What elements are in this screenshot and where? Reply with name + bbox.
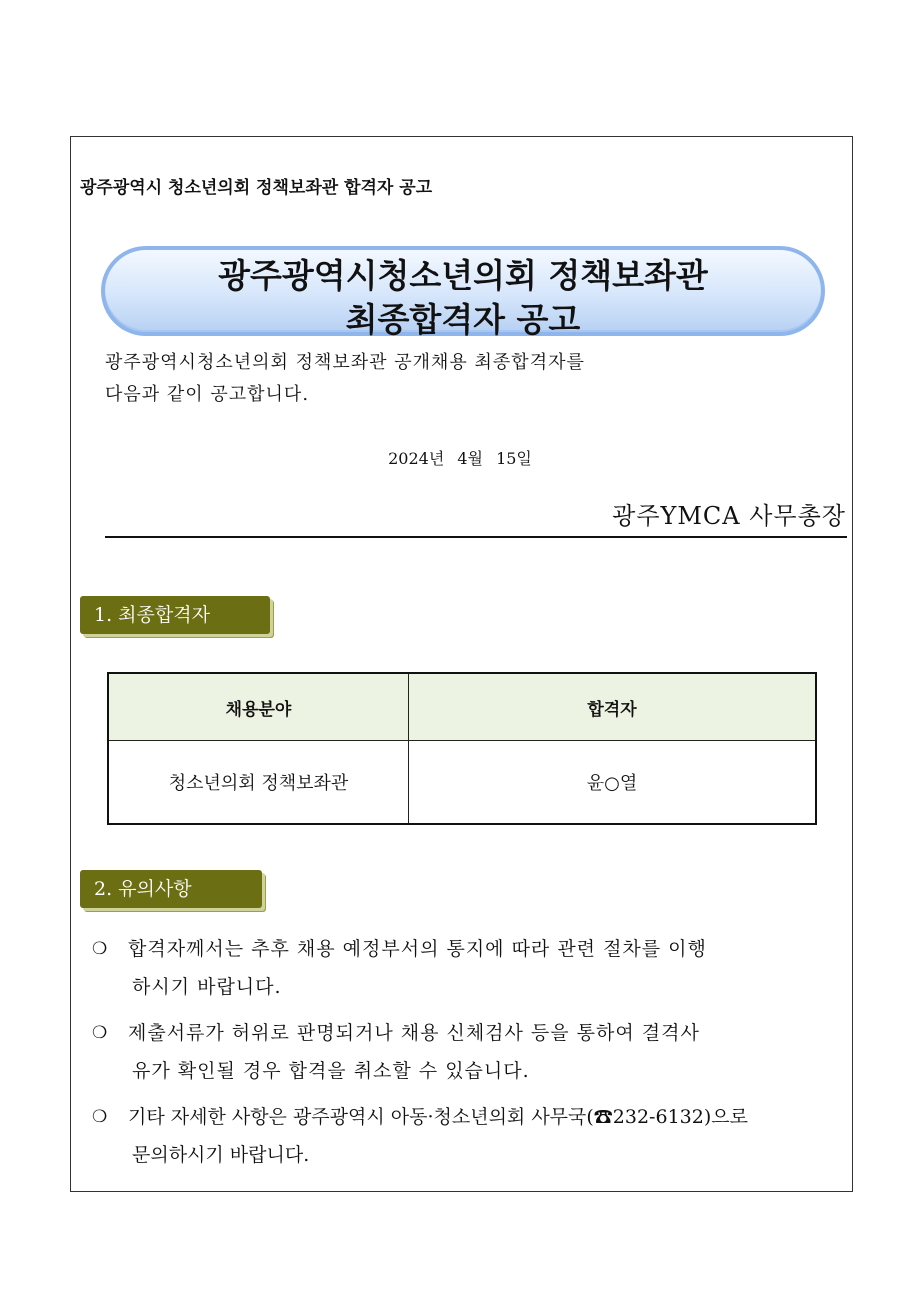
note-line2: 문의하시기 바랍니다. xyxy=(132,1144,310,1166)
list-item xyxy=(88,1098,848,1174)
table-header-applicant: 합격자 xyxy=(409,673,817,741)
signature: 광주YMCA 사무총장 xyxy=(612,502,846,530)
circle-bullet-icon: ❍ xyxy=(92,1023,109,1043)
list-item xyxy=(88,930,848,1006)
section1-heading: 1. 최종합격자 xyxy=(80,596,270,634)
circle-bullet-icon: ❍ xyxy=(92,1107,108,1127)
table-row xyxy=(108,741,816,825)
intro-line2: 다음과 같이 공고합니다. xyxy=(105,384,310,405)
intro-paragraph xyxy=(105,347,585,411)
document-header: 광주광역시 청소년의회 정책보좌관 합격자 공고 xyxy=(80,178,433,198)
banner-title-line1: 광주광역시청소년의회 정책보좌관 xyxy=(218,256,708,295)
note-line1: 기타 자세한 사항은 광주광역시 아동·청소년의회 사무국(☎232-6132)으로 xyxy=(128,1106,748,1128)
intro-line1: 광주광역시청소년의회 정책보좌관 공개채용 최종합격자를 xyxy=(105,352,585,373)
note-line2: 유가 확인될 경우 합격을 취소할 수 있습니다. xyxy=(132,1060,530,1082)
list-item xyxy=(88,1014,848,1090)
note-line1: 제출서류가 허위로 판명되거나 채용 신체검사 등을 통하여 결격사 xyxy=(128,1022,700,1044)
result-table xyxy=(107,672,817,825)
banner-title-line2: 최종합격자 공고 xyxy=(345,300,581,339)
table-header-field: 채용분야 xyxy=(108,673,409,741)
notes-list xyxy=(88,930,848,1182)
section2-heading: 2. 유의사항 xyxy=(80,870,262,908)
table-cell-field: 청소년의회 정책보좌관 xyxy=(108,741,409,825)
circle-bullet-icon: ❍ xyxy=(92,939,109,959)
title-banner xyxy=(101,246,825,339)
note-line2: 하시기 바랍니다. xyxy=(132,976,282,998)
note-line1: 합격자께서는 추후 채용 예정부서의 통지에 따라 관련 절차를 이행 xyxy=(128,938,707,960)
table-cell-applicant: 윤○열 xyxy=(409,741,817,825)
divider xyxy=(105,536,847,538)
announcement-date: 2024년 4월 15일 xyxy=(388,449,532,468)
table-header-row xyxy=(108,673,816,741)
